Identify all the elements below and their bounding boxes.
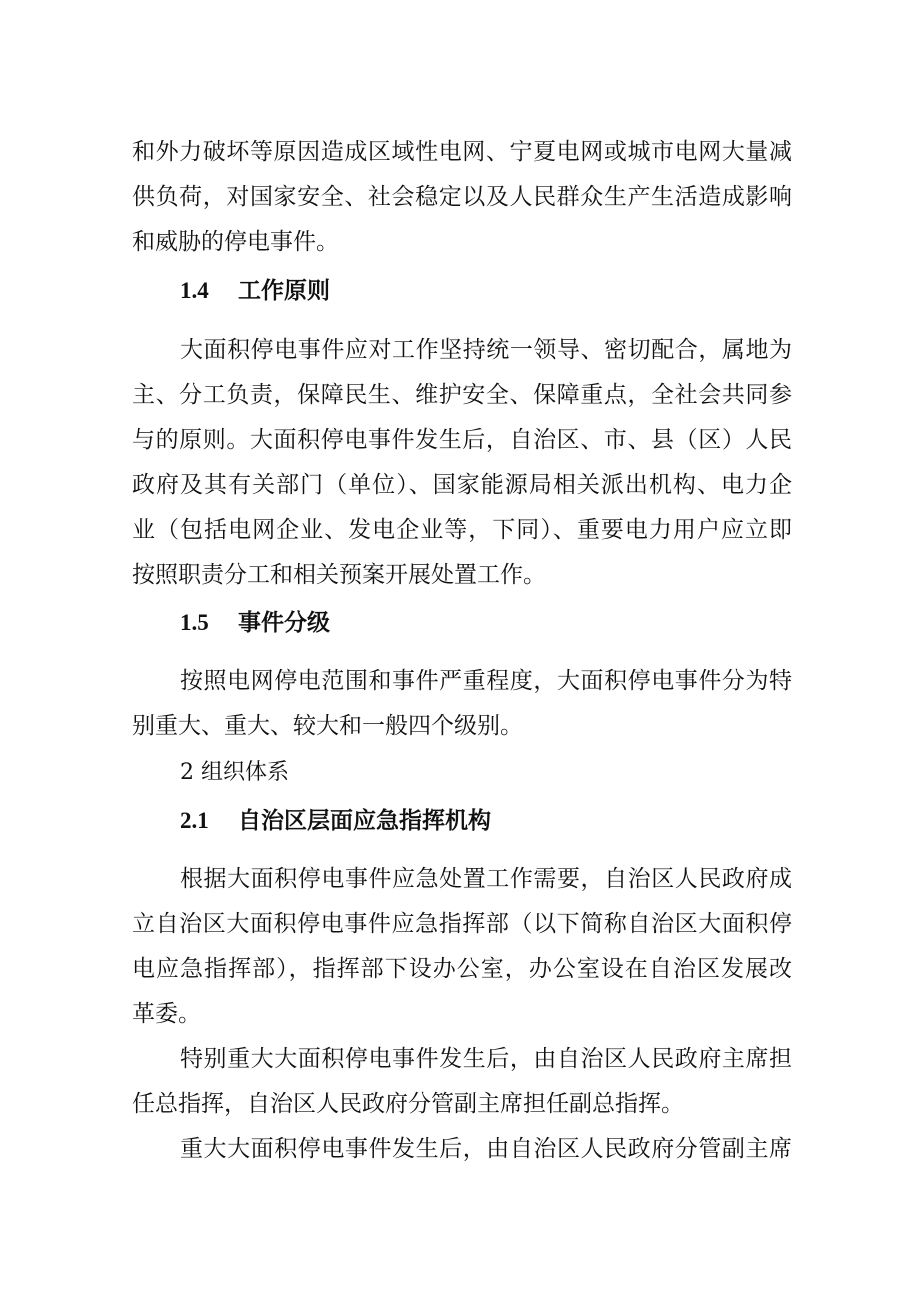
paragraph-line: 革委。	[132, 1001, 201, 1027]
paragraph-line: 按照电网停电范围和事件严重程度，大面积停电事件分为特	[180, 668, 792, 694]
paragraph-line: 重大大面积停电事件发生后，由自治区人民政府分管副主席	[180, 1136, 792, 1162]
paragraph-line: 供负荷，对国家安全、社会稳定以及人民群众生产生活造成影响	[132, 184, 792, 210]
section-number: 1.5	[180, 610, 209, 635]
paragraph-line: 电应急指挥部），指挥部下设办公室，办公室设在自治区发展改	[132, 956, 792, 982]
section-heading-1-4	[180, 278, 330, 304]
paragraph-line: 按照职责分工和相关预案开展处置工作。	[132, 562, 546, 588]
section-number: 1.4	[180, 278, 209, 303]
paragraph-line: 根据大面积停电事件应急处置工作需要，自治区人民政府成	[180, 866, 792, 892]
paragraph-line: 业（包括电网企业、发电企业等，下同）、重要电力用户应立即	[132, 517, 792, 543]
paragraph-line: 主、分工负责，保障民生、维护安全、保障重点，全社会共同参	[132, 382, 792, 408]
paragraph-line: 和威胁的停电事件。	[132, 229, 339, 255]
paragraph-line: 任总指挥，自治区人民政府分管副主席担任副总指挥。	[132, 1091, 684, 1117]
paragraph-line: 政府及其有关部门（单位）、国家能源局相关派出机构、电力企	[132, 472, 792, 498]
section-number: 2.1	[180, 808, 209, 833]
section-title: 自治区层面应急指挥机构	[238, 808, 491, 834]
chapter-heading-2: 2 组织体系	[180, 760, 289, 785]
paragraph-line: 立自治区大面积停电事件应急指挥部（以下简称自治区大面积停	[132, 911, 792, 937]
paragraph-line: 与的原则。大面积停电事件发生后，自治区、市、县（区）人民	[132, 427, 792, 453]
paragraph-line: 大面积停电事件应对工作坚持统一领导、密切配合，属地为	[180, 337, 792, 363]
paragraph-line: 别重大、重大、较大和一般四个级别。	[132, 713, 523, 739]
section-heading-1-5	[180, 610, 330, 636]
section-heading-2-1	[180, 808, 491, 834]
paragraph-line: 和外力破坏等原因造成区域性电网、宁夏电网或城市电网大量减	[132, 139, 792, 165]
section-title: 事件分级	[238, 610, 330, 636]
section-title: 工作原则	[238, 278, 330, 304]
paragraph-line: 特别重大大面积停电事件发生后，由自治区人民政府主席担	[180, 1046, 792, 1072]
